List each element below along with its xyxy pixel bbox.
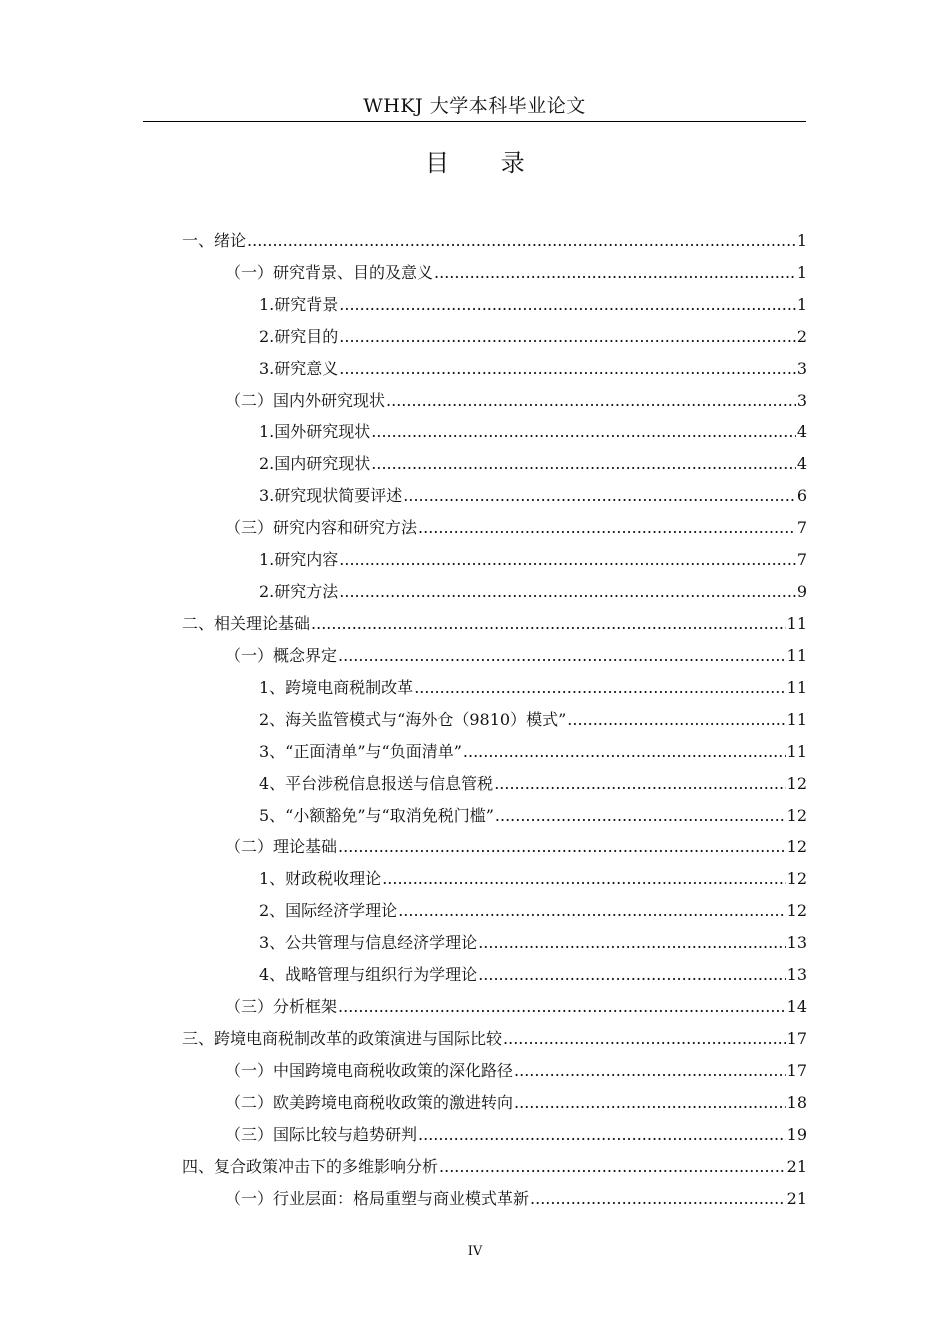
toc-dot-leader	[386, 391, 796, 411]
toc-entry-page-number: 17	[786, 1060, 807, 1080]
toc-entry-label: 2.国内研究现状	[259, 454, 371, 474]
toc-entry-label: 3.研究意义	[259, 358, 339, 378]
toc-dot-leader	[495, 806, 786, 826]
toc-entry-label: （三）分析框架	[225, 997, 338, 1017]
toc-dot-leader	[514, 1093, 786, 1113]
toc-entry[interactable]	[182, 1151, 807, 1183]
toc-dot-leader	[418, 518, 796, 538]
toc-entry-label: 二、相关理论基础	[182, 614, 311, 634]
toc-dot-leader	[311, 614, 786, 634]
header-divider	[143, 121, 806, 122]
toc-entry-page-number: 2	[796, 326, 807, 346]
toc-entry-page-number: 9	[796, 582, 807, 602]
toc-dot-leader	[339, 550, 796, 570]
toc-entry[interactable]	[259, 289, 807, 321]
toc-entry[interactable]	[225, 991, 807, 1023]
toc-dot-leader	[414, 678, 785, 698]
toc-entry-page-number: 7	[796, 518, 807, 538]
toc-entry-label: （一）行业层面：格局重塑与商业模式革新	[225, 1188, 530, 1208]
toc-entry[interactable]	[259, 672, 807, 704]
toc-entry[interactable]	[225, 832, 807, 864]
toc-entry[interactable]	[225, 1055, 807, 1087]
page-number: IV	[467, 1244, 483, 1259]
toc-entry[interactable]	[225, 257, 807, 289]
toc-entry-page-number: 3	[796, 358, 807, 378]
toc-dot-leader	[371, 454, 796, 474]
toc-entry[interactable]	[259, 800, 807, 832]
toc-entry-label: （一）中国跨境电商税收政策的深化路径	[225, 1060, 514, 1080]
toc-entry-page-number: 3	[796, 390, 807, 410]
toc-entry[interactable]	[182, 1023, 807, 1055]
toc-dot-leader	[371, 422, 796, 442]
toc-entry[interactable]	[259, 863, 807, 895]
toc-entry-page-number: 7	[796, 550, 807, 570]
toc-dot-leader	[418, 1125, 786, 1145]
toc-entry-label: （三）研究内容和研究方法	[225, 518, 418, 538]
toc-entry-label: 3.研究现状简要评述	[259, 486, 403, 506]
toc-dot-leader	[339, 295, 796, 315]
toc-dot-leader	[338, 997, 786, 1017]
toc-entry-page-number: 12	[786, 901, 807, 921]
toc-entry-label: （二）国内外研究现状	[225, 390, 386, 410]
toc-dot-leader	[339, 582, 796, 602]
toc-entry[interactable]	[225, 1119, 807, 1151]
toc-entry-label: （一）概念界定	[225, 645, 338, 665]
toc-entry-label: 四、复合政策冲击下的多维影响分析	[182, 1156, 439, 1176]
toc-dot-leader	[478, 965, 785, 985]
toc-dot-leader	[514, 1061, 786, 1081]
toc-entry-page-number: 12	[786, 773, 807, 793]
toc-entry[interactable]	[225, 385, 807, 417]
toc-entry-page-number: 13	[786, 965, 807, 985]
toc-entry-label: （二）理论基础	[225, 837, 338, 857]
toc-entry[interactable]	[225, 1087, 807, 1119]
toc-dot-leader	[339, 327, 796, 347]
toc-entry-page-number: 12	[786, 837, 807, 857]
toc-entry-label: 2、国际经济学理论	[259, 901, 398, 921]
toc-entry[interactable]	[259, 895, 807, 927]
toc-entry[interactable]	[225, 512, 807, 544]
toc-entry-page-number: 11	[786, 741, 807, 761]
toc-entry-label: 3、“正面清单”与“负面清单”	[259, 741, 462, 761]
toc-dot-leader	[339, 359, 796, 379]
toc-heading: 目 录	[425, 149, 547, 177]
toc-entry[interactable]	[182, 608, 807, 640]
toc-dot-leader	[494, 774, 785, 794]
toc-entry-page-number: 11	[786, 677, 807, 697]
toc-entry-label: 4、战略管理与组织行为学理论	[259, 965, 478, 985]
toc-dot-leader	[338, 646, 786, 666]
toc-entry-label: 1、财政税收理论	[259, 869, 382, 889]
toc-entry-page-number: 11	[786, 709, 807, 729]
toc-entry[interactable]	[259, 353, 807, 385]
toc-entry-page-number: 12	[786, 805, 807, 825]
toc-dot-leader	[567, 710, 785, 730]
toc-entry-page-number: 11	[786, 645, 807, 665]
toc-entry[interactable]	[259, 321, 807, 353]
toc-entry-label: （一）研究背景、目的及意义	[225, 262, 434, 282]
toc-entry-page-number: 21	[786, 1188, 807, 1208]
toc-entry-label: 三、跨境电商税制改革的政策演进与国际比较	[182, 1029, 503, 1048]
toc-entry-label: （二）欧美跨境电商税收政策的激进转向	[225, 1092, 514, 1112]
toc-dot-leader	[434, 263, 796, 283]
toc-dot-leader	[398, 901, 785, 921]
toc-entry-page-number: 21	[786, 1156, 807, 1176]
toc-entry[interactable]	[259, 768, 807, 800]
toc-entry-page-number: 17	[786, 1029, 807, 1048]
toc-entry-label: 2.研究目的	[259, 326, 339, 346]
toc-entry-label: 5、“小额豁免”与“取消免税门槛”	[259, 805, 494, 825]
toc-entry[interactable]	[259, 959, 807, 991]
toc-entry-page-number: 1	[796, 230, 807, 250]
toc-dot-leader	[338, 837, 786, 857]
toc-entry[interactable]	[259, 544, 807, 576]
toc-dot-leader	[463, 742, 786, 762]
toc-entry-label: 2、海关监管模式与“海外仓（9810）模式”	[259, 709, 567, 729]
toc-entry[interactable]	[259, 417, 807, 449]
toc-entry-page-number: 1	[796, 262, 807, 282]
toc-dot-leader	[439, 1157, 786, 1177]
toc-entry-page-number: 6	[796, 486, 807, 506]
toc-dot-leader	[478, 933, 785, 953]
toc-entry-page-number: 4	[796, 454, 807, 474]
toc-entry[interactable]	[259, 927, 807, 959]
toc-entry[interactable]	[259, 736, 807, 768]
toc-dot-leader	[403, 486, 796, 506]
toc-entry-page-number: 11	[786, 614, 807, 634]
toc-entry-page-number: 18	[786, 1092, 807, 1112]
toc-dot-leader	[503, 1029, 786, 1049]
toc-entry-page-number: 1	[796, 294, 807, 314]
toc-entry-label: 1.研究内容	[259, 550, 339, 570]
toc-entry-label: 1、跨境电商税制改革	[259, 677, 414, 697]
toc-entry-label: 1.国外研究现状	[259, 422, 371, 442]
toc-dot-leader	[382, 869, 785, 889]
toc-entry-page-number: 13	[786, 933, 807, 953]
table-of-contents	[0, 225, 950, 1215]
toc-entry[interactable]	[259, 576, 807, 608]
toc-entry[interactable]	[225, 1183, 807, 1215]
toc-entry-label: 一、绪论	[182, 230, 247, 250]
toc-dot-leader	[530, 1189, 786, 1209]
toc-entry-label: 4、平台涉税信息报送与信息管税	[259, 773, 494, 793]
toc-entry[interactable]	[225, 640, 807, 672]
toc-entry-page-number: 12	[786, 869, 807, 889]
toc-entry[interactable]	[259, 448, 807, 480]
toc-entry-page-number: 19	[786, 1124, 807, 1144]
toc-entry-page-number: 4	[796, 422, 807, 442]
toc-entry-label: 1.研究背景	[259, 294, 339, 314]
toc-entry-label: 2.研究方法	[259, 582, 339, 602]
toc-entry-page-number: 14	[786, 997, 807, 1017]
toc-entry[interactable]	[259, 480, 807, 512]
page-header-title: WHKJ 大学本科毕业论文	[363, 95, 586, 117]
toc-entry[interactable]	[182, 225, 807, 257]
toc-dot-leader	[247, 231, 796, 251]
toc-entry[interactable]	[259, 704, 807, 736]
toc-entry-label: （三）国际比较与趋势研判	[225, 1124, 418, 1144]
toc-entry-label: 3、公共管理与信息经济学理论	[259, 933, 478, 953]
